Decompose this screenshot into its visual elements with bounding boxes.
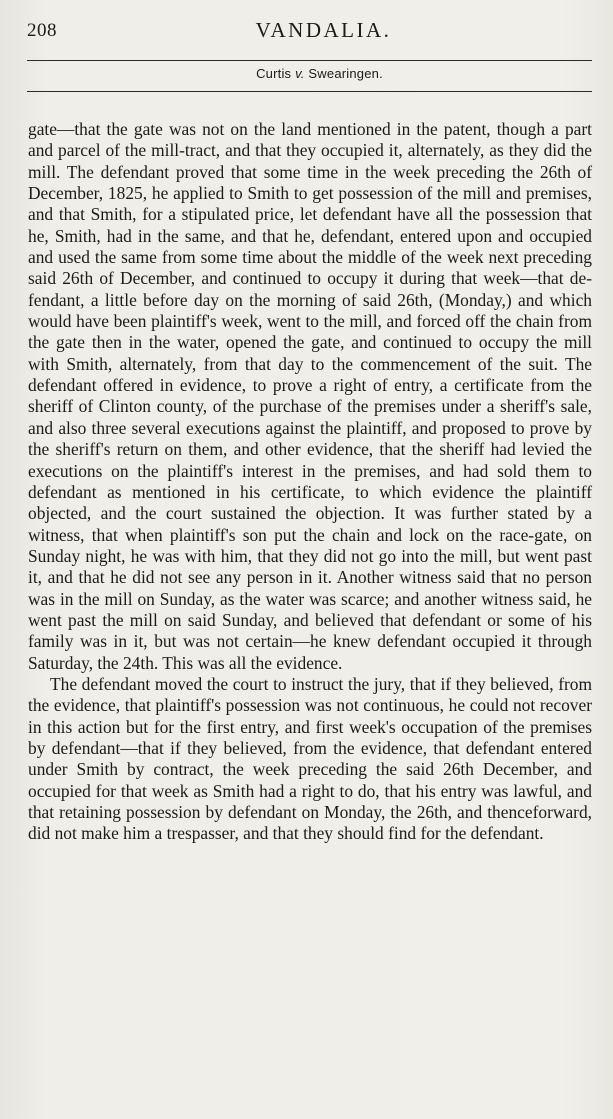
header-rule-bottom <box>27 91 592 92</box>
page-number: 208 <box>27 20 57 41</box>
case-caption-text: Curtis v. Swearingen. <box>256 66 383 81</box>
case-caption <box>27 66 592 81</box>
running-title: VANDALIA. <box>255 18 392 42</box>
paragraph-continued: gate—that the gate was not on the land mentioned in the patent, though a part and parcel of the mill-tract, and that they occupied it, alternately, as they did the mill. The defendant proved that some time in the week preceding the 26th of December, 1825, he applied to Smith to get possession of the mill and premises, and that Smith, for a stipulated price, let defendant have all the possession that he, Smith, had in the same, and that he, defendant, entered upon and occupied and used the same from some time about the middle of the week next preceding said 26th of December, and continued to occupy it during that week—that defendant, a little before day on the morning of said 26th, (Monday,) and which would have been plaintiff's week, went to the mill, and forced off the chain from the gate then in the water, opened the gate, and continued to occupy the mill with Smith, alternately, from that day to the commencement of the suit. The defendant offered in evidence, to prove a right of entry, a certificate from the sheriff of Clinton county, of the purchase of the premises under a sheriff's sale, and also three several executions against the plaintiff, and proposed to prove by the sheriff's return on them, and other evidence, that the sheriff had levied the executions on the plaintiff's interest in the premises, and had sold them to defendant as mentioned in his certificate, to which evidence the plaintiff objected, and the court sustained the objection. It was further stated by a witness, that when plaintiff's son put the chain and lock on the race-gate, on Sunday night, he was with him, that they did not go into the mill, but went past it, and that he did not see any person in it. Another witness said that no person was in the mill on Sunday, as the water was scarce; and another witness said, he went past the mill on said Sunday, and believed that defendant or some of his family was in it, but was not certain—he knew defendant occupied it through Saturday, the 24th. This was all the evidence. <box>28 119 592 673</box>
header-rule-top <box>27 60 592 61</box>
running-head <box>27 16 592 48</box>
paragraph-jury-instruction: The defendant moved the court to instruct the jury, that if they believed, from the evidence, that plaintiff's possession was not continuous, he could not recover in this action but for the first entry, and first week's occupation of the premises by defendant—that if they believed, from the evidence, that defendant entered under Smith by contract, the week preceding the said 26th December, and occupied for that week as Smith had a right to do, that his entry was lawful, and that retaining possession by defendant on Monday, the 26th, and thenceforward, did not make him a trespasser, and that they should find for the defendant. <box>28 673 592 844</box>
body-text <box>28 119 592 845</box>
